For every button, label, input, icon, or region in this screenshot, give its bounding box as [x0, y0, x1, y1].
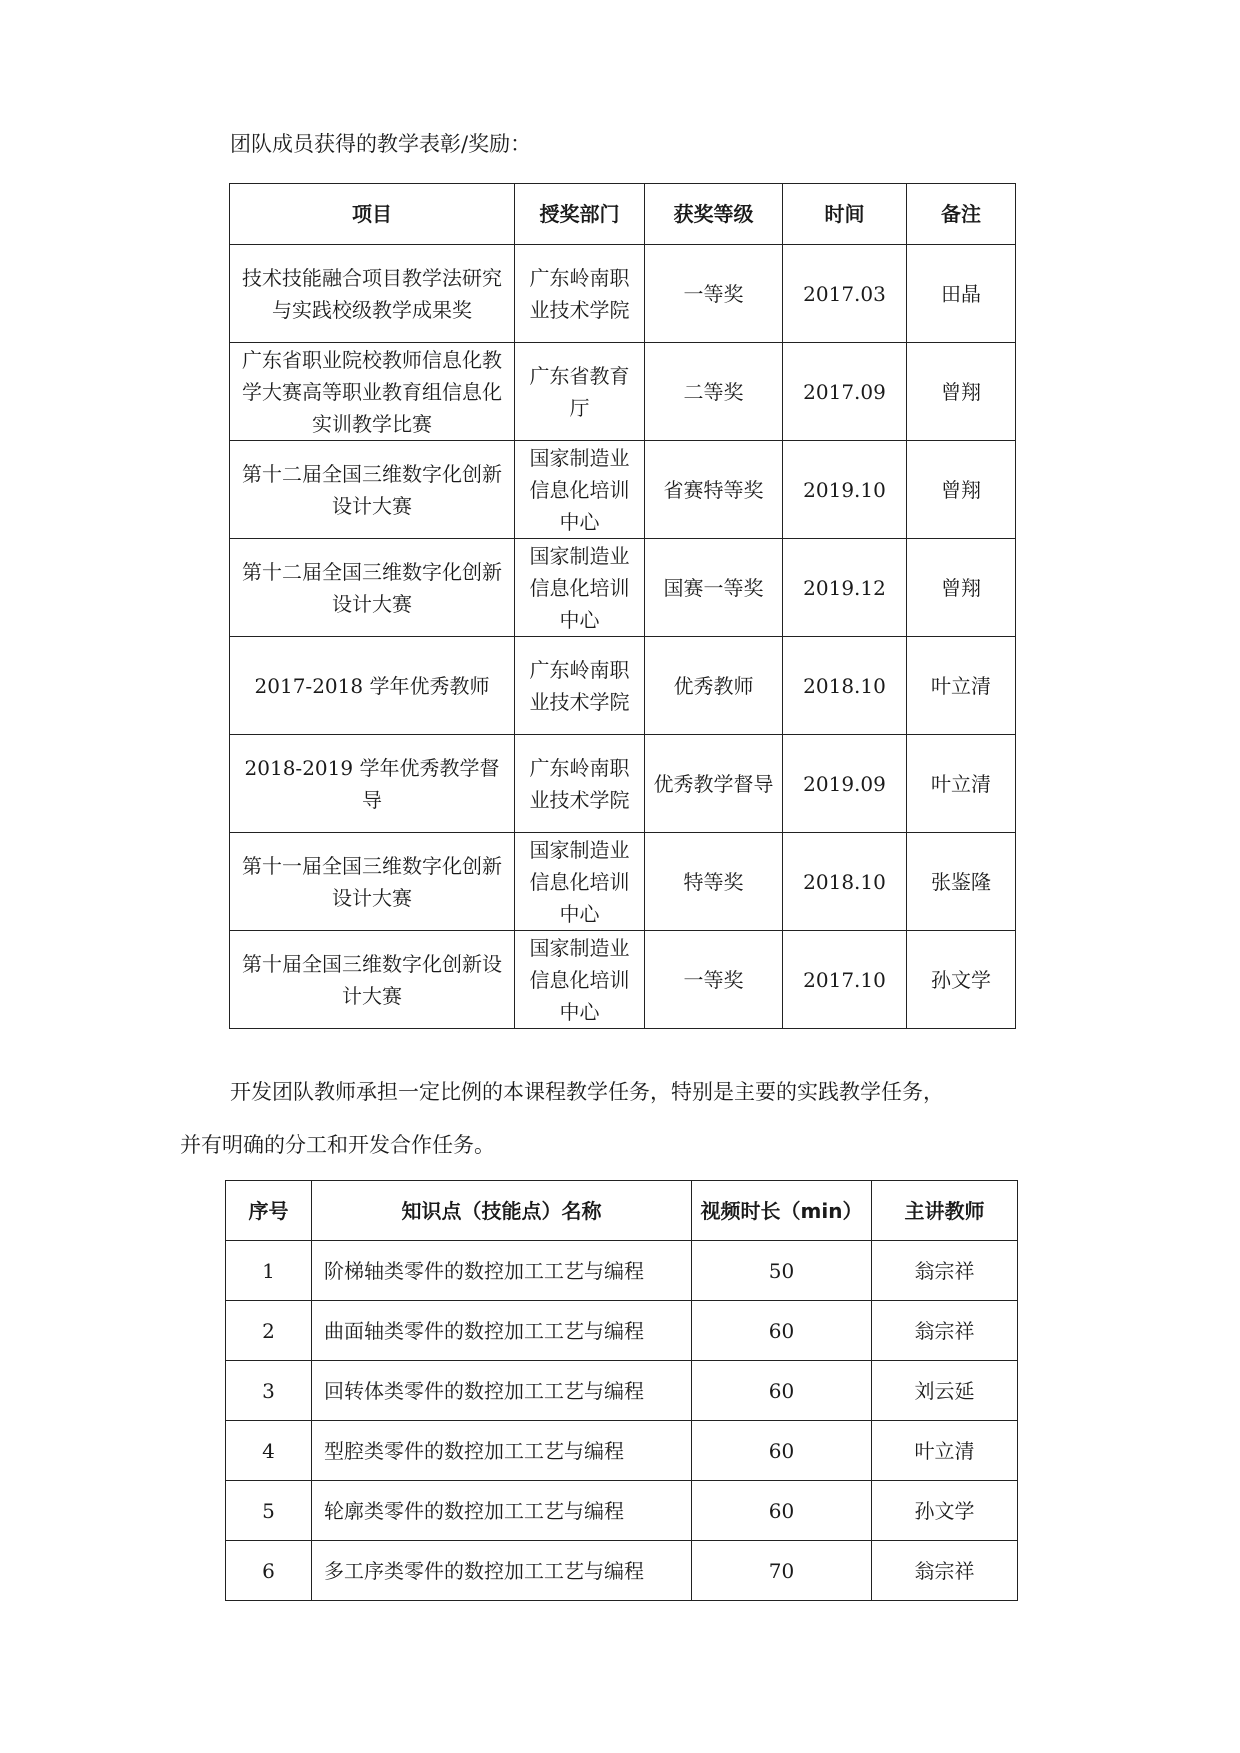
tasks-table — [225, 1180, 1018, 1601]
table-row — [230, 637, 1016, 735]
header-name: 知识点（技能点）名称 — [312, 1181, 692, 1241]
cell-note: 曾翔 — [907, 441, 1016, 539]
cell-teacher: 叶立清 — [872, 1421, 1018, 1481]
cell-project: 第十一届全国三维数字化创新设计大赛 — [230, 833, 515, 931]
cell-minutes: 70 — [692, 1541, 872, 1601]
cell-teacher: 翁宗祥 — [872, 1241, 1018, 1301]
cell-project: 第十届全国三维数字化创新设计大赛 — [230, 931, 515, 1029]
paragraph-line-1: 开发团队教师承担一定比例的本课程教学任务，特别是主要的实践教学任务， — [230, 1080, 944, 1104]
cell-project: 2018-2019 学年优秀教学督导 — [230, 735, 515, 833]
cell-project: 技术技能融合项目教学法研究与实践校级教学成果奖 — [230, 245, 515, 343]
cell-no: 4 — [226, 1421, 312, 1481]
cell-time: 2018.10 — [783, 637, 907, 735]
cell-no: 2 — [226, 1301, 312, 1361]
cell-time: 2019.12 — [783, 539, 907, 637]
cell-level: 一等奖 — [645, 931, 783, 1029]
header-dept: 授奖部门 — [515, 184, 645, 245]
cell-teacher: 翁宗祥 — [872, 1541, 1018, 1601]
cell-name: 多工序类零件的数控加工工艺与编程 — [312, 1541, 692, 1601]
table-row — [226, 1301, 1018, 1361]
table-row — [230, 833, 1016, 931]
cell-level: 二等奖 — [645, 343, 783, 441]
header-teacher: 主讲教师 — [872, 1181, 1018, 1241]
cell-time: 2017.03 — [783, 245, 907, 343]
cell-time: 2017.10 — [783, 931, 907, 1029]
awards-table — [229, 183, 1016, 1029]
cell-name: 曲面轴类零件的数控加工工艺与编程 — [312, 1301, 692, 1361]
cell-minutes: 60 — [692, 1481, 872, 1541]
cell-no: 3 — [226, 1361, 312, 1421]
header-level: 获奖等级 — [645, 184, 783, 245]
cell-name: 型腔类零件的数控加工工艺与编程 — [312, 1421, 692, 1481]
cell-note: 田晶 — [907, 245, 1016, 343]
cell-level: 优秀教师 — [645, 637, 783, 735]
cell-project: 2017-2018 学年优秀教师 — [230, 637, 515, 735]
cell-teacher: 翁宗祥 — [872, 1301, 1018, 1361]
header-time: 时间 — [783, 184, 907, 245]
cell-level: 省赛特等奖 — [645, 441, 783, 539]
cell-time: 2019.10 — [783, 441, 907, 539]
cell-teacher: 孙文学 — [872, 1481, 1018, 1541]
table-row — [226, 1241, 1018, 1301]
cell-project: 第十二届全国三维数字化创新设计大赛 — [230, 539, 515, 637]
cell-no: 1 — [226, 1241, 312, 1301]
table-row — [226, 1481, 1018, 1541]
cell-project: 第十二届全国三维数字化创新设计大赛 — [230, 441, 515, 539]
table-header-row — [226, 1181, 1018, 1241]
cell-name: 轮廓类零件的数控加工工艺与编程 — [312, 1481, 692, 1541]
table-row — [230, 931, 1016, 1029]
cell-time: 2018.10 — [783, 833, 907, 931]
cell-minutes: 50 — [692, 1241, 872, 1301]
table-row — [230, 245, 1016, 343]
cell-dept: 广东省教育厅 — [515, 343, 645, 441]
cell-teacher: 刘云延 — [872, 1361, 1018, 1421]
header-note: 备注 — [907, 184, 1016, 245]
cell-no: 6 — [226, 1541, 312, 1601]
paragraph-line-2: 并有明确的分工和开发合作任务。 — [180, 1133, 495, 1157]
cell-dept: 广东岭南职业技术学院 — [515, 245, 645, 343]
cell-name: 回转体类零件的数控加工工艺与编程 — [312, 1361, 692, 1421]
cell-note: 孙文学 — [907, 931, 1016, 1029]
cell-note: 张鉴隆 — [907, 833, 1016, 931]
cell-time: 2017.09 — [783, 343, 907, 441]
cell-dept: 国家制造业信息化培训中心 — [515, 931, 645, 1029]
table-row — [230, 539, 1016, 637]
cell-dept: 国家制造业信息化培训中心 — [515, 441, 645, 539]
cell-dept: 广东岭南职业技术学院 — [515, 637, 645, 735]
cell-minutes: 60 — [692, 1301, 872, 1361]
table-row — [230, 735, 1016, 833]
table-row — [226, 1541, 1018, 1601]
table-row — [230, 441, 1016, 539]
cell-name: 阶梯轴类零件的数控加工工艺与编程 — [312, 1241, 692, 1301]
cell-dept: 国家制造业信息化培训中心 — [515, 539, 645, 637]
cell-level: 特等奖 — [645, 833, 783, 931]
cell-level: 优秀教学督导 — [645, 735, 783, 833]
header-no: 序号 — [226, 1181, 312, 1241]
table-row — [226, 1421, 1018, 1481]
cell-note: 曾翔 — [907, 343, 1016, 441]
cell-project: 广东省职业院校教师信息化教学大赛高等职业教育组信息化实训教学比赛 — [230, 343, 515, 441]
header-minutes: 视频时长（min） — [692, 1181, 872, 1241]
cell-note: 叶立清 — [907, 637, 1016, 735]
header-project: 项目 — [230, 184, 515, 245]
cell-no: 5 — [226, 1481, 312, 1541]
table-row — [230, 343, 1016, 441]
cell-minutes: 60 — [692, 1361, 872, 1421]
table-header-row — [230, 184, 1016, 245]
cell-dept: 国家制造业信息化培训中心 — [515, 833, 645, 931]
cell-note: 叶立清 — [907, 735, 1016, 833]
section-heading: 团队成员获得的教学表彰/奖励： — [230, 132, 532, 156]
cell-dept: 广东岭南职业技术学院 — [515, 735, 645, 833]
cell-time: 2019.09 — [783, 735, 907, 833]
cell-minutes: 60 — [692, 1421, 872, 1481]
table-row — [226, 1361, 1018, 1421]
cell-level: 国赛一等奖 — [645, 539, 783, 637]
cell-level: 一等奖 — [645, 245, 783, 343]
cell-note: 曾翔 — [907, 539, 1016, 637]
